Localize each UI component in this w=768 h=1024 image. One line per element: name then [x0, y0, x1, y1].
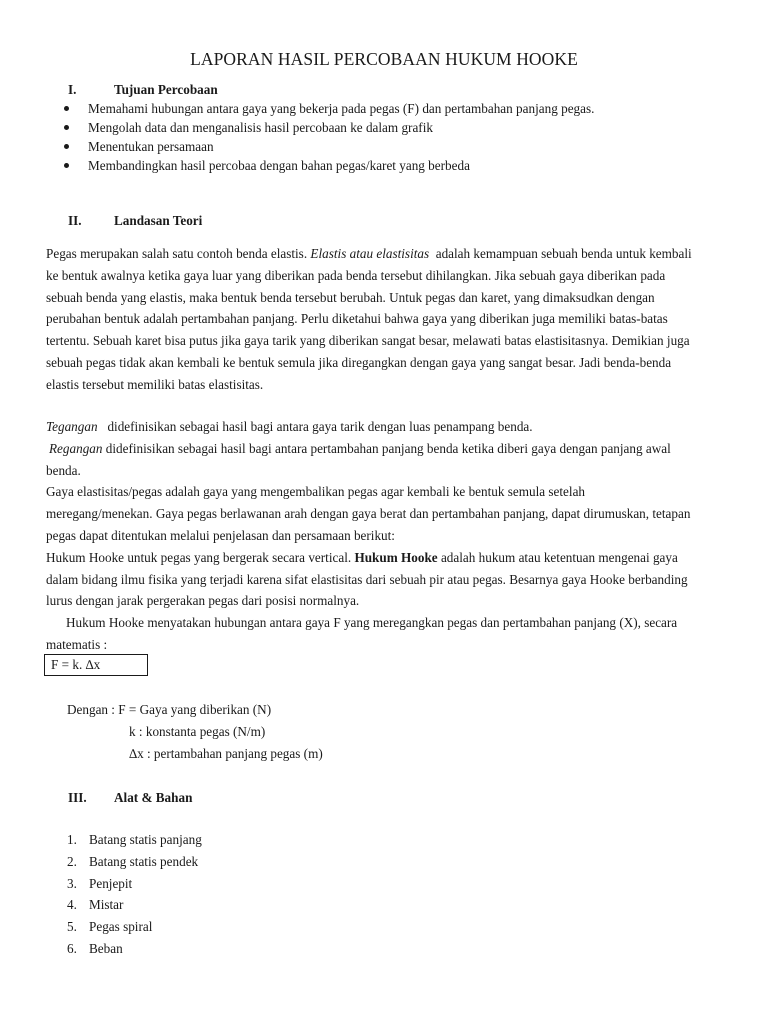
- section-heading-tujuan: [68, 82, 218, 98]
- bullet-icon: [64, 125, 69, 130]
- section-heading-alat-bahan: [68, 790, 192, 806]
- section-title: Alat & Bahan: [114, 790, 193, 805]
- list-item: Menentukan persamaan: [64, 137, 594, 156]
- list-item: Memahami hubungan antara gaya yang bekerja pada pegas (F) dan pertambahan panjang pegas.: [64, 99, 594, 118]
- list-item: 1. Batang statis panjang: [67, 832, 202, 847]
- formula-box: F = k. ∆x: [44, 654, 148, 676]
- section-number: II.: [68, 213, 82, 228]
- list-item: 6. Beban: [67, 940, 123, 956]
- list-item: Membandingkan hasil percobaa dengan bahan pegas/karet yang berbeda: [64, 156, 594, 175]
- section-title: Landasan Teori: [114, 213, 203, 228]
- paragraph-hukum-hooke: Tegangan didefinisikan sebagai hasil bagi antara gaya tarik dengan luas penampang benda. Regangan didefinisikan sebagai hasil bagi antara pertambahan panjang benda ketika diberi gaya dengan panjang awal benda. Gaya elastisitas/pegas adalah gaya yang mengembalikan pegas agar kembali ke bentuk semula setelah meregang/menekan. Gaya pegas berlawanan arah dengan gaya berat dan pertambahan panjang, dapat dirumuskan, tetapan pegas dapat ditentukan melalui penjelasan dan persamaan berikut: Hukum Hooke untuk pegas yang bergerak secara vertical. Hukum Hooke adalah hukum atau ketentuan mengenai gaya dalam bidang ilmu fisika yang terjadi karena sifat elastisitas dari sebuah pir atau pegas. Besarnya gaya Hooke berbanding lurus dengan jarak pergerakan pegas dari posisi normalnya. Hukum Hooke menyatakan hubungan antara gaya F yang meregangkan pegas dan pertambahan panjang (X), secara matematis :: [46, 419, 691, 652]
- document-title: LAPORAN HASIL PERCOBAAN HUKUM HOOKE: [190, 49, 578, 69]
- alat-bahan-list: [67, 829, 202, 960]
- list-item: 4. Mistar: [67, 897, 124, 913]
- bullet-icon: [64, 163, 69, 168]
- section-number: III.: [68, 790, 87, 805]
- paragraph-elastisitas: Pegas merupakan salah satu contoh benda elastis. Elastis atau elastisitas adalah kemampuan sebuah benda untuk kembali ke bentuk awalnya ketika gaya luar yang diberikan pada benda tersebut dihilangkan. Jika sebuah gaya diberikan pada sebuah benda yang elastis, maka bentuk benda tersebut berubah. Untuk pegas dan karet, yang dimaksudkan dengan perubahan bentuk adalah pertambahan panjang. Perlu diketahui bahwa gaya yang diberikan juga memiliki batas-batas tertentu. Sebuah karet bisa putus jika gaya tarik yang diberikan sangat besar, melawati batas elastisitasnya. Demikian juga sebuah pegas tidak akan kembali ke bentuk semula jika diregangkan dengan gaya yang sangat besar. Jadi benda-benda elastis tersebut memiliki batas elastisitas.: [46, 246, 692, 392]
- section-number: I.: [68, 82, 77, 97]
- list-item: 3. Penjepit: [67, 875, 133, 891]
- section-title: Tujuan Percobaan: [114, 82, 218, 97]
- list-item: 2. Batang statis pendek: [67, 853, 199, 869]
- list-item: 5. Pegas spiral: [67, 919, 153, 935]
- bullet-icon: [64, 106, 69, 111]
- list-item: Mengolah data dan menganalisis hasil percobaan ke dalam grafik: [64, 118, 594, 137]
- formula-definitions: Dengan : F = Gaya yang diberikan (N) k : konstanta pegas (N/m) ∆x : pertambahan panjang pegas (m): [67, 702, 323, 761]
- bullet-icon: [64, 144, 69, 149]
- tujuan-list: [64, 99, 594, 175]
- section-heading-landasan: [68, 213, 202, 229]
